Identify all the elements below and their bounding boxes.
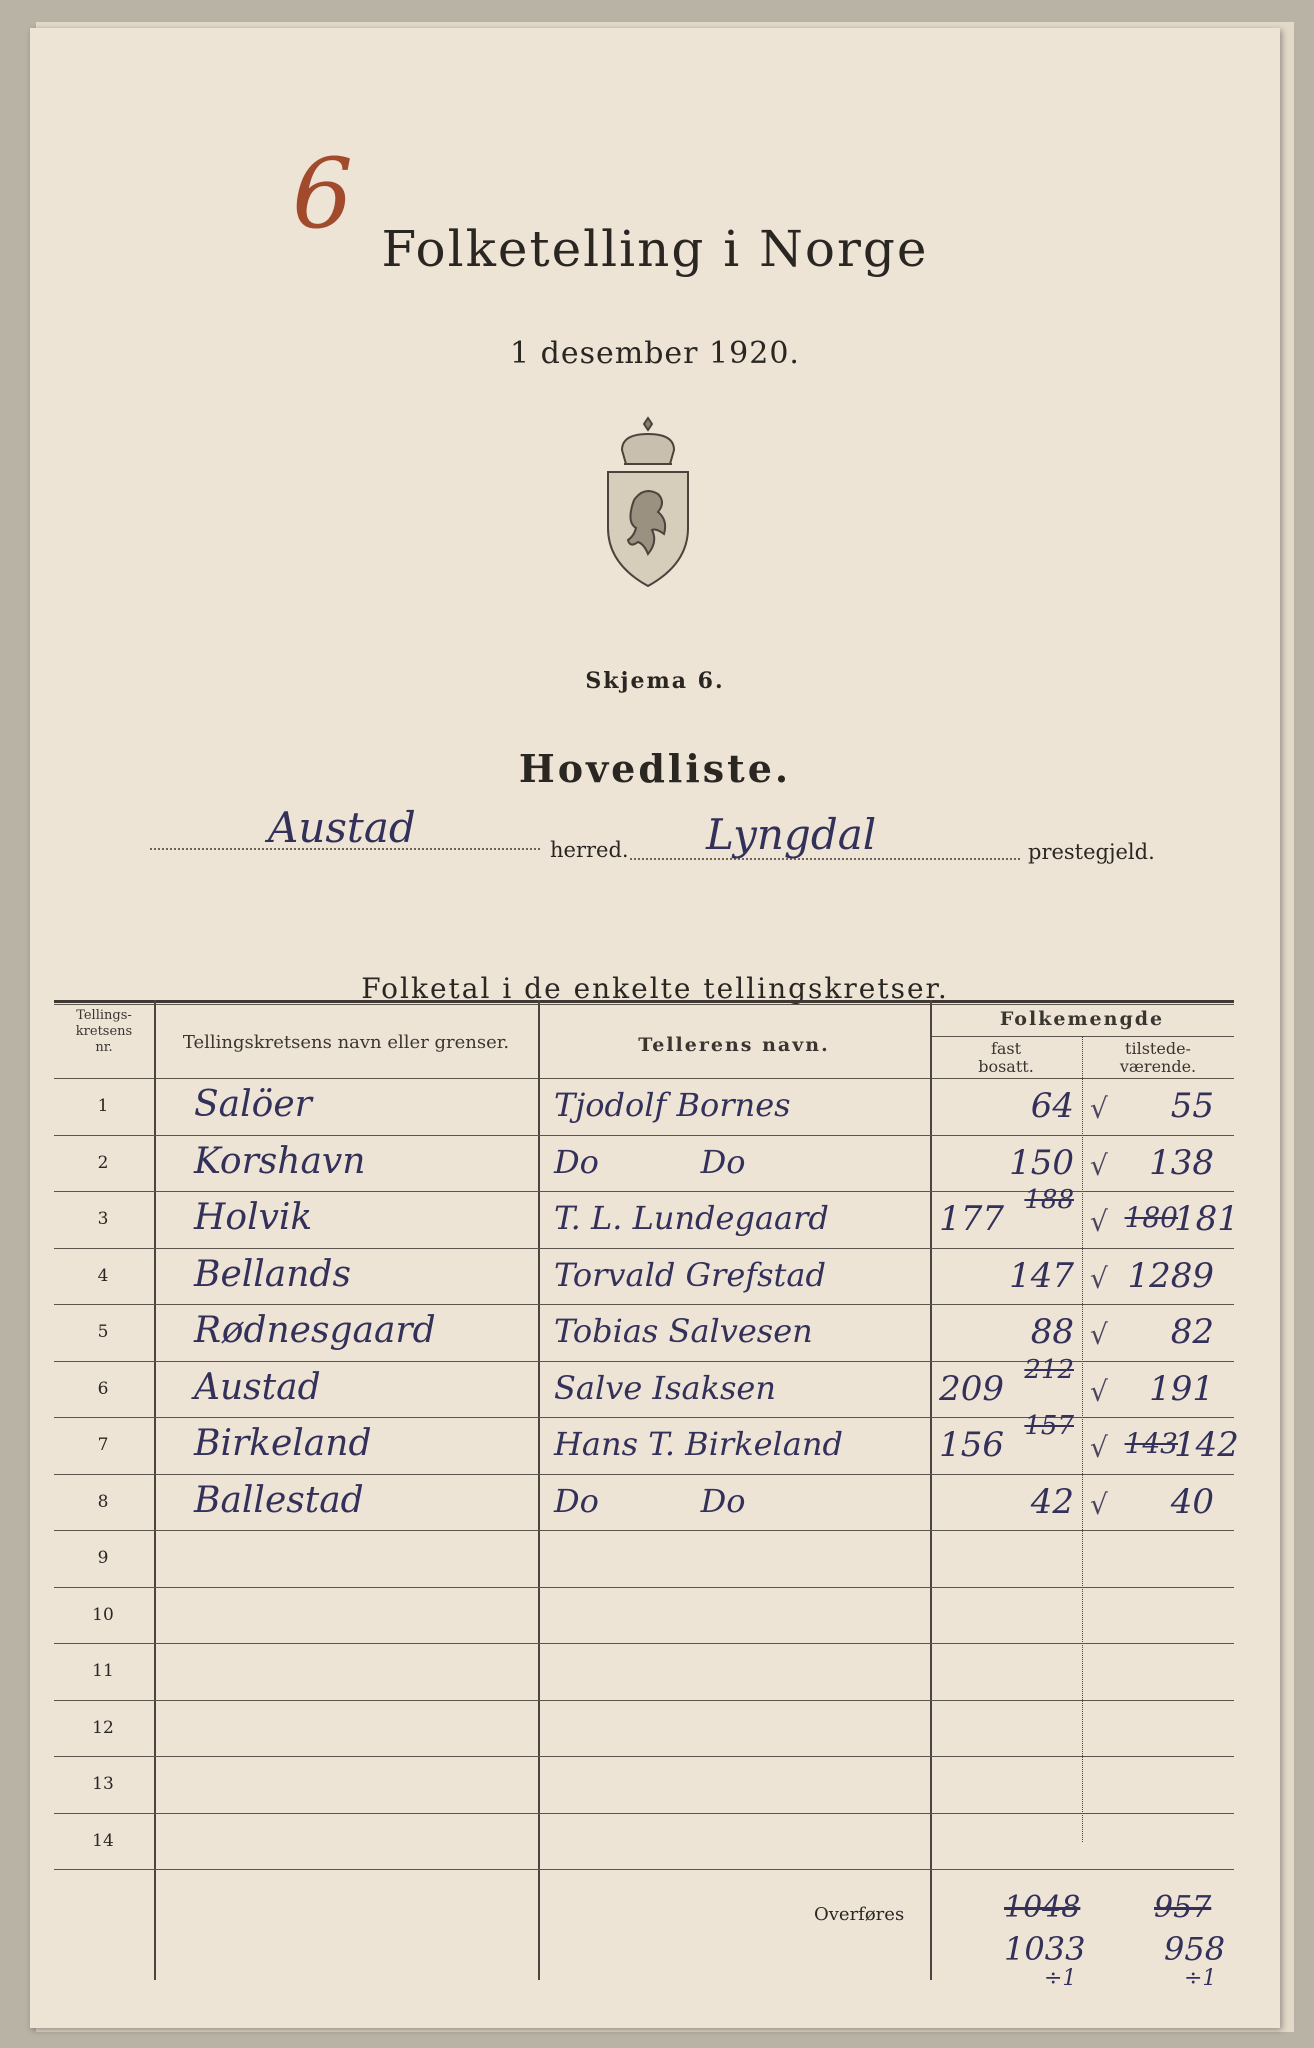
footer-tilstede: 958 xyxy=(1164,1930,1226,1968)
check-mark-icon: √ xyxy=(1090,1487,1108,1521)
row-number: 1 xyxy=(97,1096,109,1116)
row-counter: Hans T. Birkeland xyxy=(554,1425,843,1463)
row-fast: 88 xyxy=(1030,1312,1074,1352)
row-name: Austad xyxy=(194,1366,321,1408)
row-fast: 177 xyxy=(939,1199,1004,1239)
row-fast: 64 xyxy=(1030,1086,1074,1126)
coat-of-arms-icon xyxy=(598,410,698,610)
footer-fast-note: ÷1 xyxy=(1044,1966,1077,1991)
row-fast-struck: 188 xyxy=(1024,1185,1074,1215)
herred-value: Austad xyxy=(268,803,416,852)
row-number: 4 xyxy=(97,1265,109,1286)
heading: Hovedliste. xyxy=(518,746,792,791)
row-tilstede-struck: 143 xyxy=(1124,1427,1178,1460)
header-bottom-rule xyxy=(54,1078,1234,1079)
row-name: Ballestad xyxy=(194,1479,364,1521)
row-tilstede: 1289 xyxy=(1127,1255,1214,1296)
row-name: Korshavn xyxy=(194,1140,366,1182)
census-form-page xyxy=(30,28,1280,2028)
table-top-rule xyxy=(54,1000,1234,1003)
footer-tilstede-struck: 957 xyxy=(1154,1890,1212,1925)
row-rule xyxy=(54,1304,1234,1305)
row-tilstede: 142 xyxy=(1174,1425,1239,1465)
table-top-rule-2 xyxy=(54,1004,1234,1005)
herred-label: herred. xyxy=(550,838,629,862)
check-mark-icon: √ xyxy=(1090,1431,1108,1464)
row-fast: 156 xyxy=(939,1425,1004,1465)
row-rule xyxy=(54,1587,1234,1588)
header-tilstede: tilstede- værende. xyxy=(1119,1039,1197,1076)
row-number: 12 xyxy=(92,1717,114,1738)
row-tilstede: 40 xyxy=(1170,1481,1214,1522)
header-name: Tellingskretsens navn eller grenser. xyxy=(182,1032,510,1053)
table-title: Folketal i de enkelte tellingskretser. xyxy=(361,972,949,1005)
footer-fast: 1033 xyxy=(1004,1930,1086,1968)
row-tilstede: 138 xyxy=(1149,1142,1214,1183)
header-counter: Tellerens navn. xyxy=(638,1034,830,1056)
row-tilstede: 82 xyxy=(1170,1312,1214,1352)
row-number: 2 xyxy=(97,1152,109,1173)
row-rule xyxy=(54,1700,1234,1701)
schema-label: Skjema 6. xyxy=(585,668,725,694)
row-counter: T. L. Lundegaard xyxy=(554,1199,829,1237)
row-fast: 150 xyxy=(1009,1142,1074,1183)
row-name: Birkeland xyxy=(194,1423,372,1464)
row-counter: Do Do xyxy=(554,1142,746,1181)
col-divider-1 xyxy=(154,1000,156,1980)
row-number: 5 xyxy=(97,1322,109,1342)
row-rule xyxy=(54,1643,1234,1644)
row-number: 10 xyxy=(92,1604,114,1625)
row-rule xyxy=(54,1474,1234,1475)
corner-mark: 6 xyxy=(292,138,354,250)
footer-label: Overføres xyxy=(814,1904,905,1925)
row-tilstede-struck: 180 xyxy=(1124,1201,1178,1234)
census-table xyxy=(54,1000,1239,2000)
row-counter: Torvald Grefstad xyxy=(554,1255,826,1294)
check-mark-icon: √ xyxy=(1090,1205,1108,1238)
row-rule xyxy=(54,1869,1234,1870)
row-fast-struck: 157 xyxy=(1024,1411,1074,1441)
row-number: 8 xyxy=(97,1491,109,1512)
check-mark-icon: √ xyxy=(1090,1374,1108,1408)
row-tilstede: 181 xyxy=(1174,1199,1239,1239)
check-mark-icon: √ xyxy=(1090,1148,1108,1182)
row-number: 6 xyxy=(97,1378,109,1399)
footer-tilstede-note: ÷1 xyxy=(1184,1966,1217,1991)
row-name: Holvik xyxy=(194,1197,313,1238)
row-counter: Salve Isaksen xyxy=(554,1368,776,1407)
row-number: 3 xyxy=(97,1209,109,1229)
row-number: 13 xyxy=(92,1774,114,1794)
row-name: Bellands xyxy=(194,1253,351,1295)
row-rule xyxy=(54,1248,1234,1249)
check-mark-icon: √ xyxy=(1090,1261,1108,1295)
row-tilstede: 55 xyxy=(1170,1086,1214,1126)
row-name: Salöer xyxy=(194,1084,312,1125)
form-title: Folketelling i Norge xyxy=(381,220,929,278)
row-number: 11 xyxy=(92,1661,114,1681)
col-divider-2 xyxy=(538,1000,540,1980)
row-number: 7 xyxy=(97,1435,109,1455)
prestegjeld-label: prestegjeld. xyxy=(1028,840,1155,864)
row-counter: Do Do xyxy=(554,1481,746,1520)
row-rule xyxy=(54,1756,1234,1757)
col-divider-3 xyxy=(930,1000,932,1980)
row-number: 14 xyxy=(92,1830,114,1851)
check-mark-icon: √ xyxy=(1090,1318,1108,1351)
prestegjeld-value: Lyngdal xyxy=(706,810,877,859)
row-rule xyxy=(54,1135,1234,1136)
row-fast-struck: 212 xyxy=(1024,1354,1074,1385)
row-fast: 147 xyxy=(1009,1255,1074,1296)
header-fast: fast bosatt. xyxy=(978,1039,1034,1076)
check-mark-icon: √ xyxy=(1090,1092,1108,1125)
form-date: 1 desember 1920. xyxy=(510,336,800,371)
row-counter: Tjodolf Bornes xyxy=(554,1086,791,1124)
row-rule xyxy=(54,1813,1234,1814)
row-tilstede: 191 xyxy=(1149,1368,1214,1409)
row-number: 9 xyxy=(97,1548,109,1568)
row-name: Rødnesgaard xyxy=(194,1310,436,1351)
row-fast: 209 xyxy=(939,1368,1004,1409)
header-folkemengde: Folkemengde xyxy=(999,1008,1165,1030)
col-divider-4 xyxy=(1082,1036,1083,1842)
header-nr: Tellings- kretsens nr. xyxy=(75,1008,133,1055)
row-rule xyxy=(54,1530,1234,1531)
row-counter: Tobias Salvesen xyxy=(554,1312,813,1350)
footer-fast-struck: 1048 xyxy=(1004,1890,1081,1925)
row-fast: 42 xyxy=(1030,1481,1074,1522)
